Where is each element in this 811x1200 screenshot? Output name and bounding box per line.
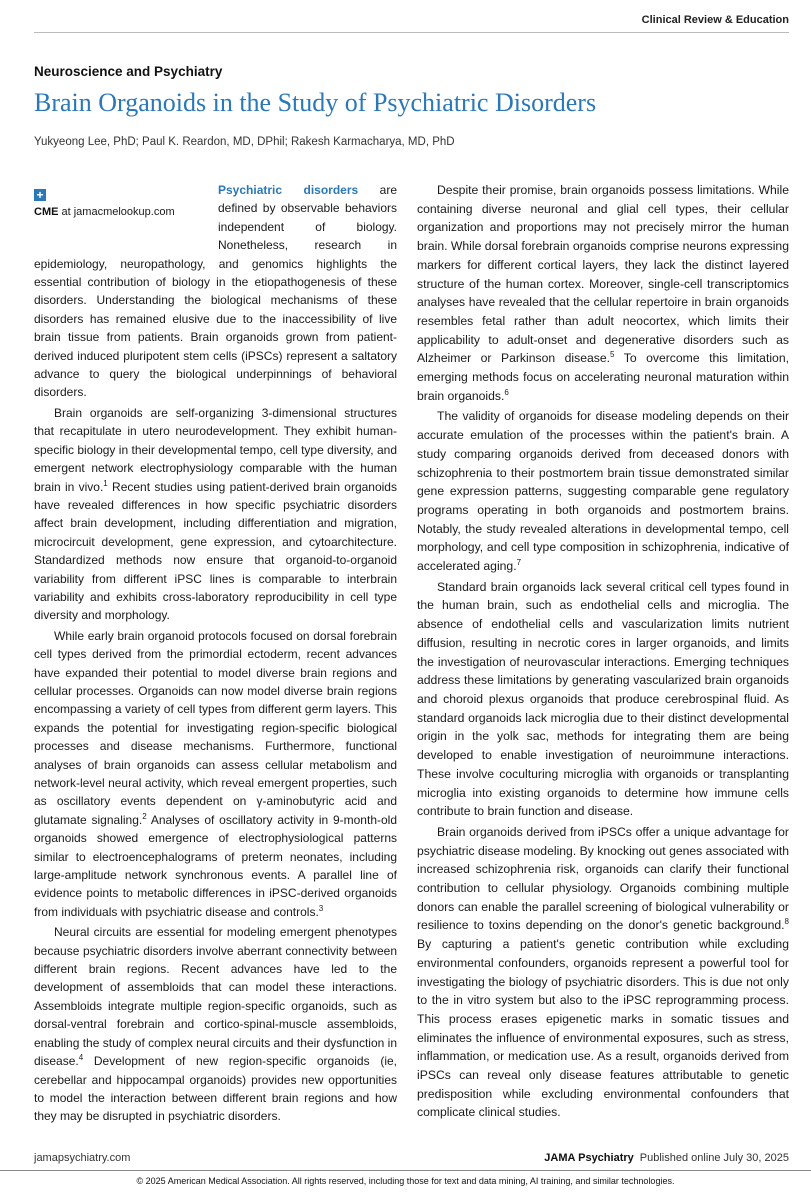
- p5-text-a: Despite their promise, brain organoids possess limitations. While containing diverse neuronal and glial cell types, their cellular organization and proportions may not precisely mirror the human brain. While dorsal forebrain organoids comprise neurons expressing markers for different cortical layers, they lack the distinct layered structure of the human cortex. Moreover, single-cell transcriptomics analyses have revealed that the cellular repertoire in brain organoids resembles fetal rather than adult neocortex, which limits their applicability to adult-onset and degenerative disorders such as Alzheimer or Parkinson disease.: [417, 183, 789, 366]
- p3-text-b: Analyses of oscillatory activity in 9-month-old organoids showed emergence of electrophysiological patterns similar to electroencephalograms of preterm neonates, including large-amplitude network synchronous events. A parallel line of evidence points to metabolic differences in iPSC-derived organoids from individuals with psychiatric disease and controls.: [34, 812, 398, 919]
- journal-category: Clinical Review & Education: [641, 14, 789, 26]
- right-column: [417, 181, 789, 1124]
- p2-text-b: Recent studies using patient-derived brain organoids have revealed differences in how specific psychiatric disorders affect brain development, including differentiation and migration, microcircuit development, gene expression, and cytoarchitecture. Standardized methods now ensure that organoid-to-organoid variability from different iPSC lines is comparable to interbrain variability and exhibits cross-laboratory reproducibility in cell type diversity and morphology.: [34, 479, 397, 623]
- bottom-rule: [0, 1170, 811, 1171]
- website-link[interactable]: jamapsychiatry.com: [34, 1152, 131, 1164]
- reference-2[interactable]: 2: [142, 811, 147, 821]
- p8-text-a: Brain organoids derived from iPSCs offer a unique advantage for psychiatric disease modeling. By knocking out genes associated with increased schizophrenia risk, organoids can clarify their functional contribution to cellular physiology. Organoids combining multiple donors can enable the parallel screening of biological vulnerability or resilience to toxins depending on the donor's genetic background.: [417, 824, 789, 933]
- copyright-notice: © 2025 American Medical Association. All rights reserved, including those for text and data mining, AI training, and similar technologies.: [136, 1176, 675, 1186]
- paragraph-1: [34, 181, 397, 402]
- cme-box[interactable]: [34, 185, 210, 248]
- paragraph-7: [417, 578, 789, 821]
- reference-5[interactable]: 5: [610, 350, 615, 360]
- paragraph-2: [34, 404, 397, 625]
- journal-name: JAMA Psychiatry: [544, 1152, 634, 1164]
- paragraph-5: [417, 181, 789, 405]
- publish-date: Published online July 30, 2025: [639, 1152, 789, 1164]
- article-title: Brain Organoids in the Study of Psychiatric Disorders: [34, 88, 597, 117]
- reference-6[interactable]: 6: [504, 387, 509, 397]
- reference-4[interactable]: 4: [78, 1053, 84, 1063]
- paragraph-8: [417, 823, 789, 1122]
- paragraph-4: [34, 923, 397, 1125]
- top-rule: [34, 32, 789, 33]
- p6-text-a: The validity of organoids for disease modeling depends on their accurate emulation of the processes within the patient's brain. A study comparing organoids derived from deceased donors with schizophrenia to their postmortem brain tissue demonstrated similar gene expression patterns, suggesting comparable gene regulatory programs operating in both organoids and postmortem brains. Notably, the study revealed alterations in developmental tempo, cell morphology, and cell type composition in schizophrenia, indicative of accelerated aging.: [417, 409, 789, 574]
- paragraph-6: [417, 407, 789, 575]
- author-list: Yukyeong Lee, PhD; Paul K. Reardon, MD, DPhil; Rakesh Karmacharya, MD, PhD: [34, 136, 455, 148]
- paragraph-1-text: are defined by observable behaviors independent of biology. Nonetheless, research in epidemiology, neuropathology, and genomics highlights the essential contribution of biology in the etiopathogenesis of these disorders. Understanding the biological mechanisms of these disorders has remained elusive due to the inaccessibility of live brain tissue from patients. Brain organoids grown from patient-derived induced pluripotent stem cells (iPSCs) represent a saltatory advance to query the biological underpinnings of behavioral disorders.: [34, 183, 397, 400]
- section-label: Neuroscience and Psychiatry: [34, 64, 223, 79]
- cme-link[interactable]: at jamacmelookup.com: [58, 206, 175, 218]
- left-column: [34, 181, 397, 1128]
- reference-8[interactable]: 8: [784, 917, 789, 927]
- reference-7[interactable]: 7: [516, 558, 522, 567]
- p4-text-b: Development of new region-specific organoids (ie, cerebellar and hippocampal organoids) provides new opportunities to model the interaction between different brain regions and how they may be disrupted in psychiatric disorders.: [34, 1054, 397, 1124]
- cme-label: CME: [34, 206, 59, 218]
- p7-text-a: Standard brain organoids lack several critical cell types found in the human brain, such as endothelial cells and microglia. The absence of endothelial cells and vascularization limits nutrient diffusion, resulting in necrotic cores in larger organoids, and limits the investigation of neurovascular interactions. Emerging techniques address these limitations by generating vascularized brain organoids and choroid plexus organoids that produce cerebrospinal fluid. As standard organoids lack microglia due to their distinct developmental origin in the yolk sac, methods for integrating them are being developed to enable investigation of neuroimmune interactions. These involve coculturing microglia with organoids or transplanting microglia into existing organoids to determine how immune cells contribute to brain function and disease.: [417, 579, 789, 819]
- p5-text-b: To overcome this limitation, emerging methods focus on accelerating neuronal maturation within brain organoids.: [417, 351, 789, 403]
- reference-3[interactable]: 3: [318, 903, 324, 913]
- lead-term: Psychiatric disorders: [218, 183, 359, 197]
- plus-icon[interactable]: +: [34, 189, 46, 201]
- p8-text-b: By capturing a patient's genetic contribution while excluding environmental confounders, organoids represent a powerful tool for investigating the biology of psychiatric disorders. This is due not only to the in vitro system but also to the iPSC reprogramming process. This process erases epigenetic marks in somatic tissues and eliminates the influence of environmental exposures, such as stress, inflammation, or medication use. As a result, organoids derived from iPSCs can reveal only disease features attributable to genetic predisposition while excluding environmental confounders that complicate clinical studies.: [417, 937, 789, 1120]
- p4-text-a: Neural circuits are essential for modeling emergent phenotypes because psychiatric disorders involve aberrant connectivity between different brain regions. Recent advances have led to the development of assembloids that can model these interactions. Assembloids integrate multiple region-specific organoids, such as dorsal-ventral forebrain and cortico-spinal-muscle assembloids, enabling the study of complex neural circuits and their dysfunction in disease.: [34, 925, 397, 1069]
- reference-1[interactable]: 1: [103, 478, 108, 488]
- publication-info: [544, 1152, 789, 1164]
- p2-text-a: Brain organoids are self-organizing 3-dimensional structures that recapitulate in utero neurodevelopment. They exhibit human-specific biology in their developmental tempo, cell type diversity, and emergent network electrophysiology comparable with the human brain in vivo.: [34, 405, 397, 494]
- paragraph-3: [34, 627, 397, 922]
- p3-text-a: While early brain organoid protocols focused on dorsal forebrain cell types derived from the primordial ectoderm, recent advances have expanded their potential to model diverse brain regions and cellular processes. Organoids can now model diverse brain regions encompassing a variety of cell types from different germ layers. This expands the potential for investigating region-specific biological processes and disease mechanisms. Furthermore, functional analyses of brain organoids can assess cellular metabolism and network-level neural activity, which reveal emergent properties, such as oscillatory events dependent on γ-aminobutyric acid and glutamate signaling.: [34, 628, 397, 827]
